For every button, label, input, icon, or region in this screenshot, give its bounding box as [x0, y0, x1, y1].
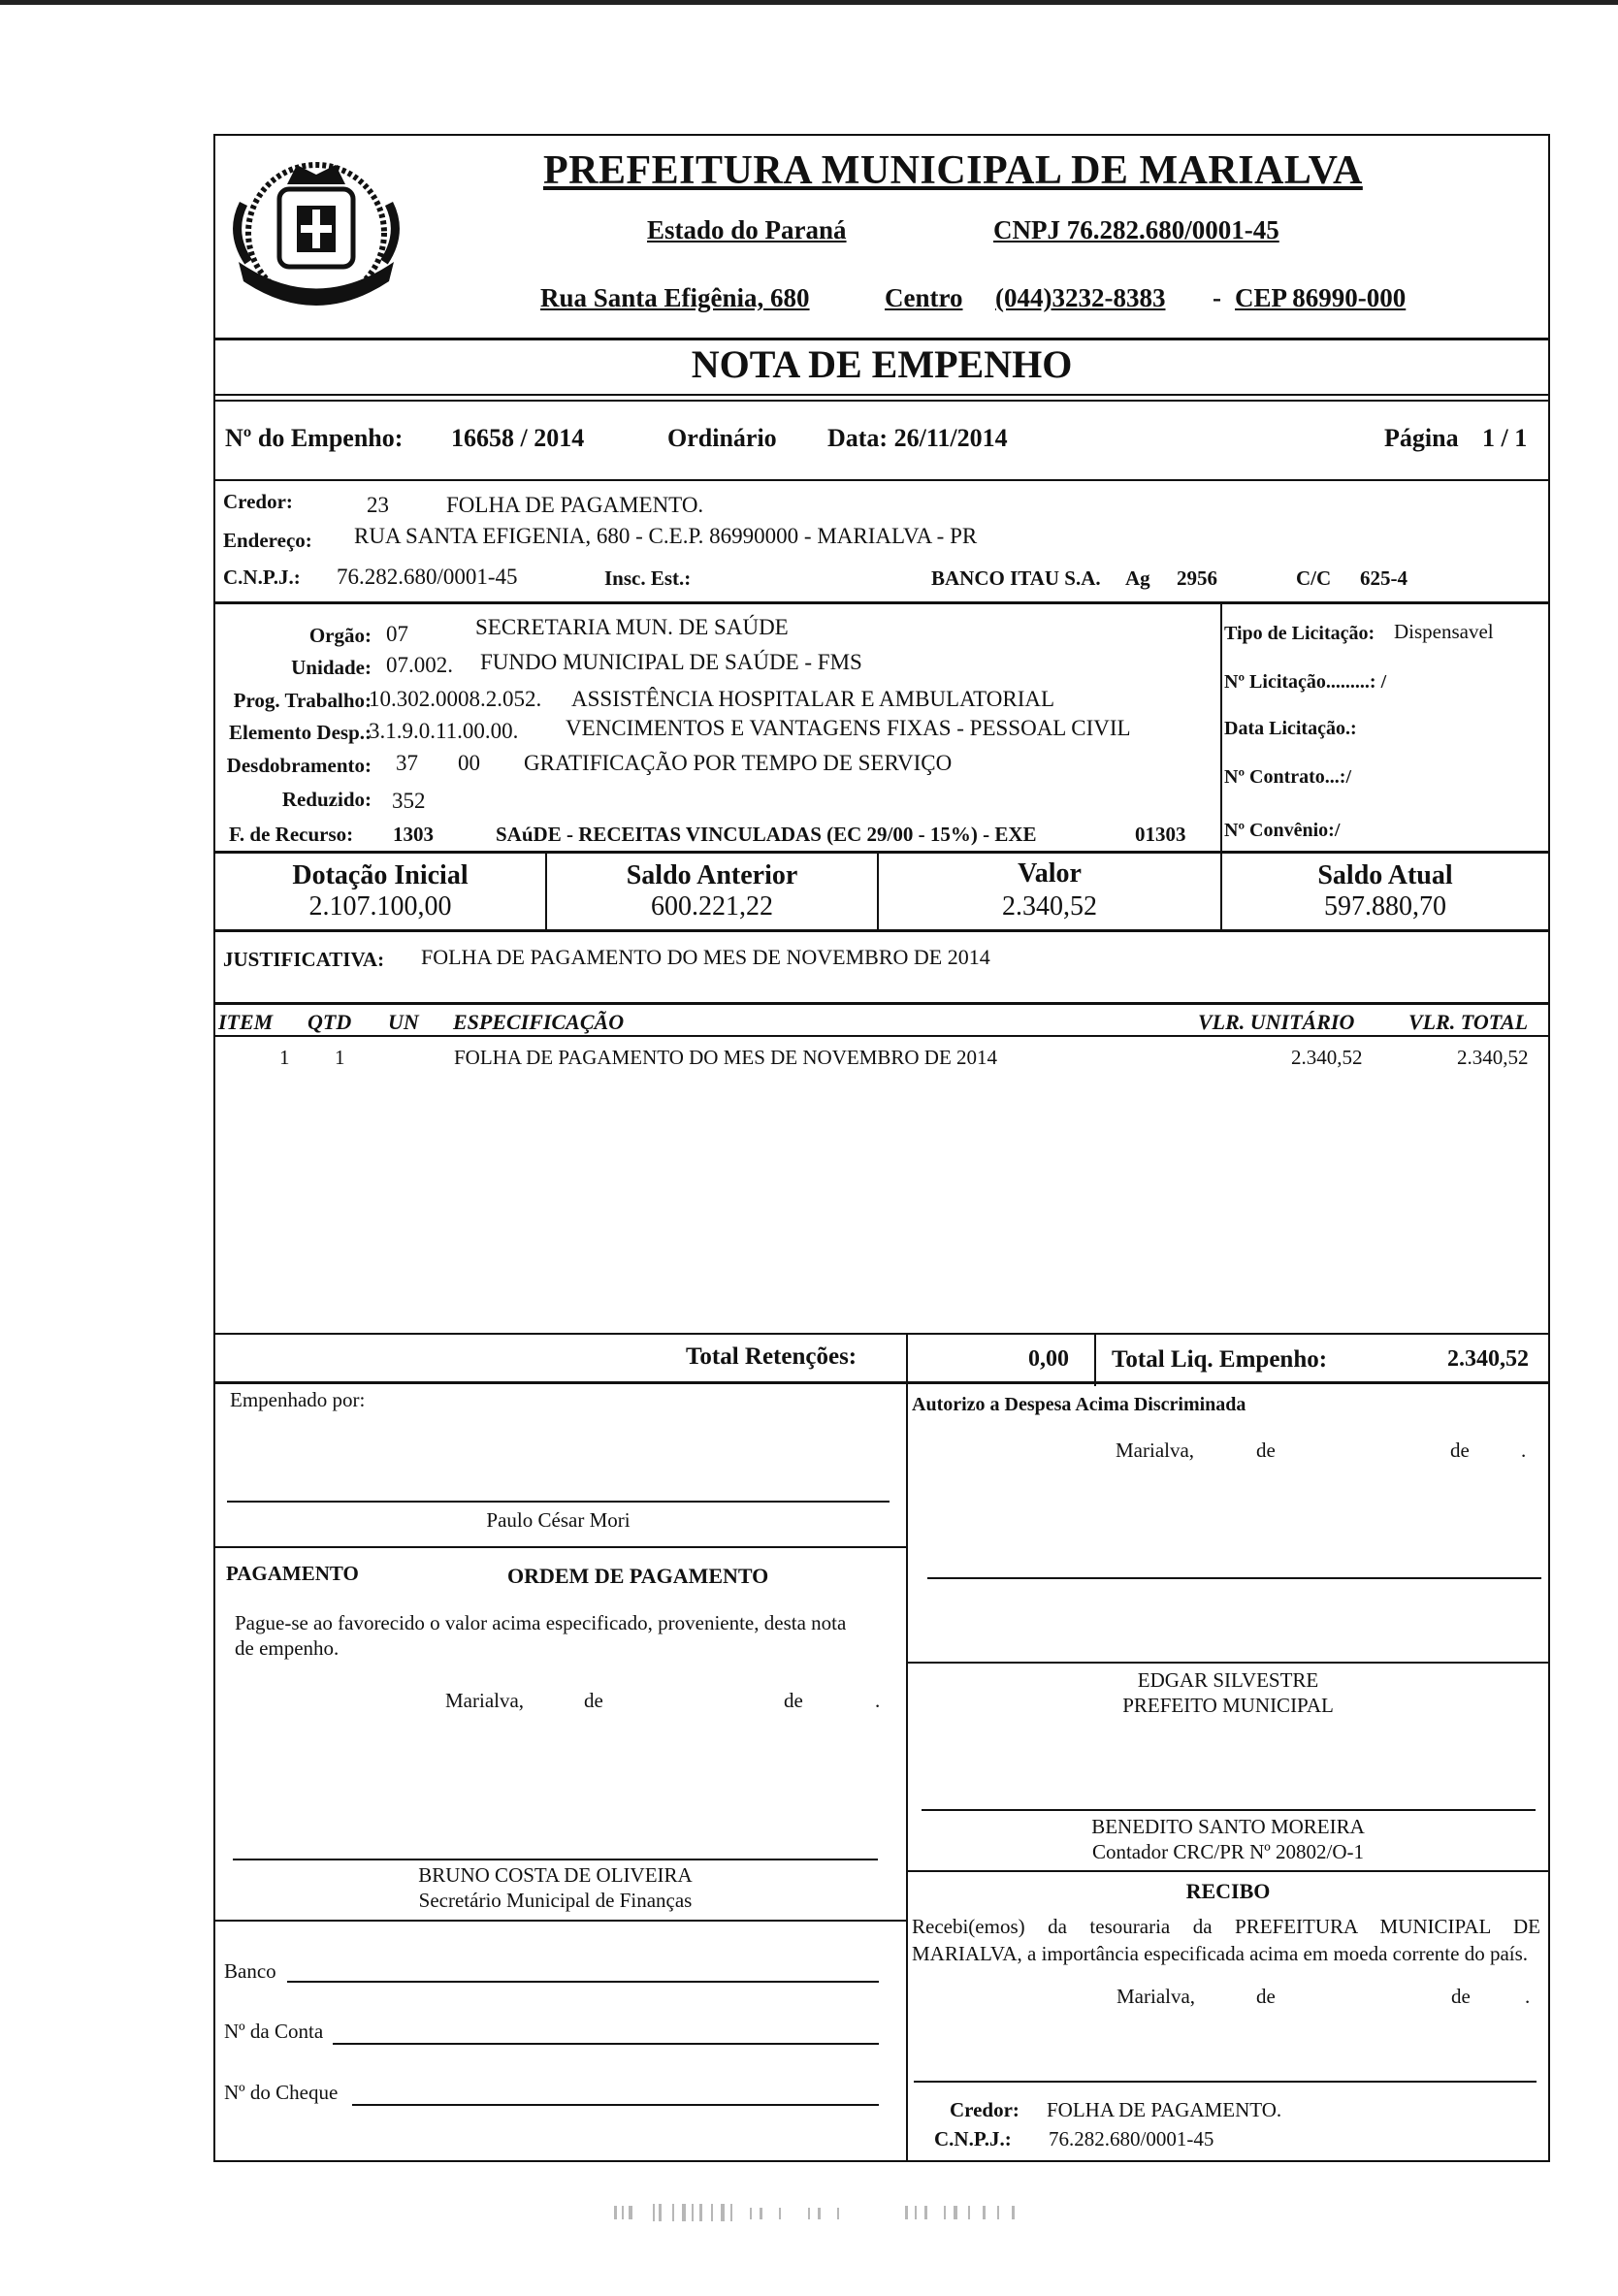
- account-label: C/C: [1296, 566, 1332, 590]
- header-cep: CEP 86990-000: [1235, 283, 1407, 312]
- divider: [213, 601, 1550, 604]
- item-espec: FOLHA DE PAGAMENTO DO MES DE NOVEMBRO DE 2014: [454, 1046, 998, 1069]
- recibo-de-1: de: [1256, 1985, 1276, 2008]
- prog-label: Prog. Trabalho:: [233, 689, 372, 712]
- divider: [906, 1383, 908, 2162]
- bank-name: BANCO ITAU S.A.: [931, 566, 1101, 590]
- unidade-label: Unidade:: [291, 656, 372, 679]
- cheque-field-line: [352, 2104, 879, 2106]
- pagamento-label: PAGAMENTO: [226, 1562, 359, 1585]
- saldo-atual-value: 597.880,70: [1324, 891, 1446, 922]
- recibo-title: RECIBO: [1185, 1879, 1271, 1903]
- empenho-number: 16658 / 2014: [451, 424, 585, 452]
- divider: [213, 1035, 1550, 1037]
- header-rua: Rua Santa Efigênia, 680: [540, 283, 810, 312]
- divider: [1220, 603, 1222, 852]
- valor-value: 2.340,52: [1002, 891, 1097, 922]
- numero-licitacao: Nº Licitação.........: /: [1224, 671, 1387, 693]
- secretario-nome: BRUNO COSTA DE OLIVEIRA: [418, 1863, 693, 1887]
- municipal-seal: [219, 146, 413, 330]
- total-retencoes-label: Total Retenções:: [686, 1343, 858, 1370]
- divider: [213, 400, 1550, 402]
- autorizo-period: .: [1521, 1439, 1527, 1462]
- autorizo-marialva: Marialva,: [1116, 1439, 1195, 1462]
- credor-label: Credor:: [223, 490, 293, 513]
- fonte-code: 1303: [393, 823, 434, 846]
- banco-field-line: [287, 1981, 879, 1983]
- saldo-atual-label: Saldo Atual: [1317, 860, 1453, 890]
- dotacao-inicial-label: Dotação Inicial: [292, 860, 469, 890]
- scan-edge: [0, 0, 1618, 5]
- empenhado-por-label: Empenhado por:: [230, 1388, 366, 1411]
- orgao-code: 07: [386, 622, 408, 646]
- contador-nome: BENEDITO SANTO MOREIRA: [1091, 1815, 1365, 1838]
- header-title: PREFEITURA MUNICIPAL DE MARIALVA: [543, 148, 1363, 193]
- prog-code: 10.302.0008.2.052.: [369, 687, 542, 711]
- dotacao-inicial-value: 2.107.100,00: [308, 891, 452, 922]
- recibo-text: Recebi(emos) da tesouraria da PREFEITURA MUNICIPAL DE MARIALVA, a importância especificada acima em moeda corrente do país.: [912, 1915, 1540, 1965]
- recibo-period: .: [1525, 1985, 1531, 2008]
- items-header-total: VLR. TOTAL: [1408, 1010, 1529, 1034]
- header-cnpj: CNPJ 76.282.680/0001-45: [993, 215, 1279, 244]
- cnpj-value: 76.282.680/0001-45: [337, 565, 518, 589]
- item-unit: 2.340,52: [1291, 1046, 1363, 1069]
- divider: [213, 479, 1550, 481]
- recibo-credor-label: Credor:: [950, 2098, 1019, 2121]
- autorizo-text: Autorizo a Despesa Acima Discriminada: [912, 1394, 1246, 1415]
- contador-cargo: Contador CRC/PR Nº 20802/O-1: [1091, 1840, 1365, 1863]
- conta-field-line: [333, 2043, 879, 2045]
- header-phone: (044)3232-8383: [995, 283, 1166, 312]
- empenho-date: Data: 26/11/2014: [827, 424, 1008, 452]
- reduzido-value: 352: [392, 789, 426, 813]
- pagamento-de-2: de: [784, 1689, 803, 1712]
- divider: [906, 1870, 1550, 1872]
- cheque-label: Nº do Cheque: [224, 2081, 339, 2104]
- divider: [213, 851, 1550, 854]
- orgao-label: Orgão:: [308, 624, 372, 647]
- item-qtd: 1: [335, 1046, 345, 1069]
- recibo-cnpj-label: C.N.P.J.:: [934, 2127, 1012, 2150]
- empenhado-nome: Paulo César Mori: [486, 1508, 631, 1532]
- tipo-licitacao-label: Tipo de Licitação:: [1224, 623, 1375, 644]
- saldo-anterior-label: Saldo Anterior: [626, 860, 798, 890]
- tipo-licitacao-value: Dispensavel: [1394, 620, 1494, 643]
- desdobramento-sub: 00: [458, 751, 480, 775]
- orgao-name: SECRETARIA MUN. DE SAÚDE: [475, 615, 789, 639]
- items-header-qtd: QTD: [307, 1010, 352, 1034]
- desdobramento-code: 37: [396, 751, 418, 775]
- signature-line: [927, 1577, 1541, 1579]
- pague-se-text: Pague-se ao favorecido o valor acima especificado, proveniente, desta nota de empenho.: [235, 1611, 847, 1660]
- items-header-item: ITEM: [218, 1010, 274, 1034]
- divider: [213, 1333, 1550, 1335]
- pagamento-period: .: [875, 1689, 881, 1712]
- page-number: 1 / 1: [1482, 424, 1528, 452]
- prog-name: ASSISTÊNCIA HOSPITALAR E AMBULATORIAL: [571, 687, 1055, 711]
- endereco-label: Endereço:: [223, 529, 312, 552]
- item-number: 1: [279, 1046, 290, 1069]
- secretario-cargo: Secretário Municipal de Finanças: [418, 1889, 693, 1912]
- autorizo-de-1: de: [1256, 1439, 1276, 1462]
- item-total: 2.340,52: [1457, 1046, 1529, 1069]
- desdobramento-label: Desdobramento:: [226, 754, 372, 777]
- page-label: Página: [1384, 424, 1459, 452]
- elemento-label: Elemento Desp.:: [229, 721, 372, 744]
- endereco-value: RUA SANTA EFIGENIA, 680 - C.E.P. 86990000 - MARIALVA - PR: [354, 524, 978, 548]
- elemento-code: 3.1.9.0.11.00.00.: [369, 719, 519, 743]
- header-separator: -: [1213, 283, 1221, 312]
- saldo-anterior-value: 600.221,22: [651, 891, 773, 922]
- divider: [1094, 1334, 1096, 1386]
- insc-label: Insc. Est.:: [604, 566, 692, 590]
- signature-line: [914, 2081, 1537, 2083]
- credor-code: 23: [367, 493, 389, 517]
- numero-contrato: Nº Contrato...:/: [1224, 766, 1352, 788]
- signature-line: [227, 1501, 890, 1503]
- pagamento-de-1: de: [584, 1689, 603, 1712]
- unidade-name: FUNDO MUNICIPAL DE SAÚDE - FMS: [480, 650, 862, 674]
- items-header-espec: ESPECIFICAÇÃO: [453, 1010, 625, 1034]
- credor-name: FOLHA DE PAGAMENTO.: [446, 493, 704, 517]
- empenho-type: Ordinário: [667, 424, 777, 452]
- divider: [213, 1920, 908, 1922]
- header-centro: Centro: [885, 283, 963, 312]
- recibo-cnpj: 76.282.680/0001-45: [1049, 2127, 1214, 2150]
- desdobramento-name: GRATIFICAÇÃO POR TEMPO DE SERVIÇO: [524, 751, 953, 775]
- agency-value: 2956: [1177, 566, 1217, 590]
- numero-convenio: Nº Convênio:/: [1224, 820, 1341, 841]
- divider: [213, 1546, 908, 1548]
- ordem-pagamento-title: ORDEM DE PAGAMENTO: [507, 1564, 769, 1588]
- divider: [213, 929, 1550, 932]
- reduzido-label: Reduzido:: [281, 788, 372, 811]
- items-header-un: UN: [388, 1010, 419, 1034]
- fonte-name: SAúDE - RECEITAS VINCULADAS (EC 29/00 - 15%) - EXE: [496, 823, 1037, 846]
- prefeito-nome: EDGAR SILVESTRE: [1137, 1668, 1319, 1692]
- agency-label: Ag: [1125, 566, 1150, 590]
- banco-label: Banco: [224, 1959, 276, 1983]
- recibo-credor: FOLHA DE PAGAMENTO.: [1047, 2098, 1282, 2121]
- cnpj-label: C.N.P.J.:: [223, 566, 301, 589]
- elemento-name: VENCIMENTOS E VANTAGENS FIXAS - PESSOAL CIVIL: [566, 716, 1131, 740]
- empenho-number-label: Nº do Empenho:: [225, 424, 404, 452]
- account-value: 625-4: [1360, 566, 1408, 590]
- recibo-marialva: Marialva,: [1116, 1985, 1196, 2008]
- items-header-unit: VLR. UNITÁRIO: [1198, 1010, 1355, 1034]
- justificativa-text: FOLHA DE PAGAMENTO DO MES DE NOVEMBRO DE 2014: [421, 945, 990, 969]
- justificativa-label: JUSTIFICATIVA:: [223, 948, 385, 971]
- total-liquido-value: 2.340,52: [1447, 1346, 1529, 1372]
- fonte-label: F. de Recurso:: [229, 823, 354, 846]
- fonte-end: 01303: [1135, 823, 1186, 846]
- total-retencoes-value: 0,00: [1028, 1346, 1069, 1372]
- divider: [213, 338, 1550, 340]
- barcode-mark: [614, 2202, 1021, 2223]
- autorizo-de-2: de: [1450, 1439, 1470, 1462]
- valor-label: Valor: [1018, 858, 1082, 889]
- divider: [213, 1002, 1550, 1005]
- prefeito-cargo: PREFEITO MUNICIPAL: [1122, 1694, 1334, 1717]
- document-title: NOTA DE EMPENHO: [691, 342, 1073, 386]
- divider: [906, 1662, 1550, 1664]
- header-estado: Estado do Paraná: [647, 215, 847, 244]
- recibo-de-2: de: [1451, 1985, 1471, 2008]
- divider: [906, 1334, 908, 1386]
- divider: [213, 1381, 1550, 1384]
- unidade-code: 07.002.: [386, 653, 453, 677]
- data-licitacao: Data Licitação.:: [1224, 718, 1357, 739]
- conta-label: Nº da Conta: [224, 2020, 324, 2043]
- total-liquido-label: Total Liq. Empenho:: [1112, 1346, 1328, 1373]
- divider: [213, 394, 1550, 396]
- signature-line: [233, 1859, 878, 1860]
- pagamento-marialva: Marialva,: [445, 1689, 525, 1712]
- signature-line: [922, 1809, 1536, 1811]
